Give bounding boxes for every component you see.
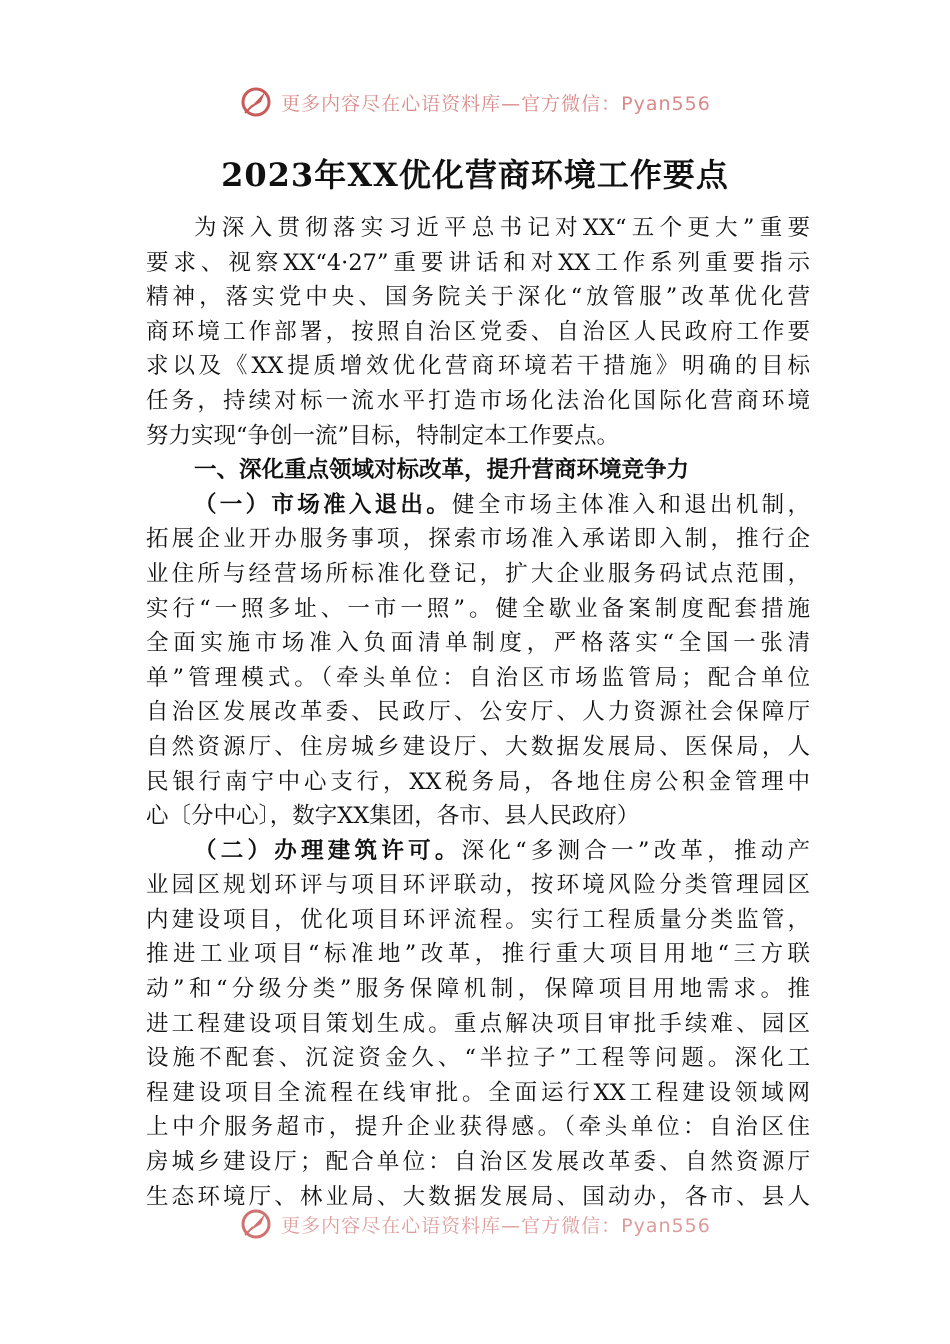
text-line: 推进工业项目“标准地”改革，推行重大项目用地“三方联 [146, 941, 810, 968]
text-line: 进工程建设项目策划生成。重点解决项目审批手续难、园区 [146, 1010, 810, 1037]
text-line: 任务，持续对标一流水平打造市场化法治化国际化营商环境 [146, 387, 810, 414]
item-text: 深化“多测合一”改革，推动产 [461, 837, 810, 864]
text-line: 动”和“分级分类”服务保障机制，保障项目用地需求。推 [146, 976, 810, 1003]
text-line [146, 488, 810, 523]
text-line: 实行“一照多址、一市一照”。健全歇业备案制度配套措施 [146, 595, 810, 622]
item-building-permit [146, 834, 810, 1215]
watermark-text: 更多内容尽在心语资料库—官方微信：Pyan556 [281, 1214, 711, 1237]
section-heading: 一、深化重点领域对标改革，提升营商环境竞争力 [194, 457, 690, 484]
text-line: 精神，落实党中央、国务院关于深化“放管服”改革优化营 [146, 284, 810, 311]
item-market-access [146, 488, 810, 834]
text-line: 为深入贯彻落实习近平总书记对XX“五个更大”重要 [194, 215, 810, 241]
text-line: 心〔分中心〕，数字XX集团，各市、县人民政府） [146, 803, 640, 830]
watermark-bottom [0, 1204, 950, 1244]
text-line: 要求、视察XX“4·27”重要讲话和对XX工作系列重要指示 [146, 249, 810, 276]
text-line: 拓展企业开办服务事项，探索市场准入承诺即入制，推行企 [146, 526, 810, 553]
watermark-top [0, 82, 950, 122]
text-line: 上中介服务超市，提升企业获得感。（牵头单位：自治区住 [146, 1114, 810, 1141]
document-body [146, 211, 810, 1214]
text-line: 房城乡建设厅；配合单位：自治区发展改革委、自然资源厅 [146, 1149, 810, 1176]
item-text: 健全市场主体准入和退出机制， [452, 491, 810, 518]
text-line [146, 834, 810, 869]
item-lead: （一）市场准入退出。 [194, 491, 453, 518]
quill-seal-icon [239, 1207, 273, 1241]
text-line: 自治区发展改革委、民政厅、公安厅、人力资源社会保障厅 [146, 699, 810, 726]
text-line: 程建设项目全流程在线审批。全面运行XX工程建设领域网 [146, 1079, 810, 1106]
page-title: 2023年XX优化营商环境工作要点 [221, 156, 729, 194]
text-line: 内建设项目，优化项目环评流程。实行工程质量分类监管， [146, 906, 810, 933]
text-line: 商环境工作部署，按照自治区党委、自治区人民政府工作要 [146, 318, 810, 345]
text-line: 生态环境厅、林业局、大数据发展局、国动办，各市、县人 [146, 1183, 810, 1210]
text-line: 努力实现“争创一流”目标，特制定本工作要点。 [146, 422, 620, 449]
text-line: 设施不配套、沉淀资金久、“半拉子”工程等问题。深化工 [146, 1045, 810, 1072]
item-lead: （二）办理建筑许可。 [194, 837, 462, 864]
text-line: 全面实施市场准入负面清单制度，严格落实“全国一张清 [146, 630, 810, 657]
text-line: 单”管理模式。（牵头单位：自治区市场监管局；配合单位 [146, 664, 810, 691]
text-line: 业园区规划环评与项目环评联动，按环境风险分类管理园区 [146, 872, 810, 899]
text-line: 自然资源厅、住房城乡建设厅、大数据发展局、医保局，人 [146, 733, 810, 760]
text-line: 民银行南宁中心支行，XX税务局，各地住房公积金管理中 [146, 768, 810, 795]
quill-seal-icon [239, 85, 273, 119]
intro-paragraph [146, 211, 810, 453]
text-line: 求以及《XX提质增效优化营商环境若干措施》明确的目标 [146, 353, 810, 380]
watermark-text: 更多内容尽在心语资料库—官方微信：Pyan556 [281, 92, 711, 115]
text-line: 业住所与经营场所标准化登记，扩大企业服务码试点范围， [146, 560, 810, 587]
